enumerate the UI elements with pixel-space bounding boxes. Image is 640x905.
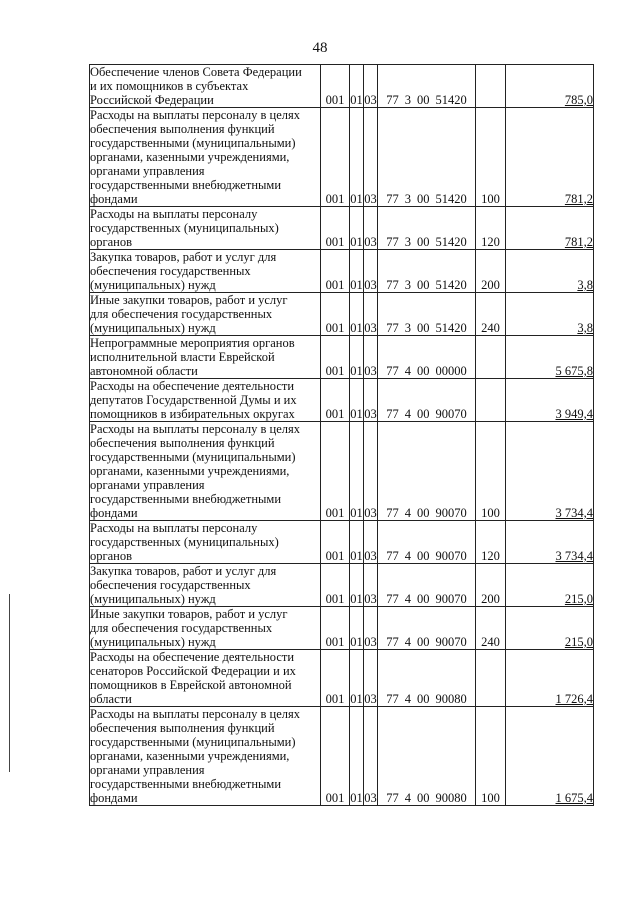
- row-name-line: органами, казенными учреждениями,: [90, 150, 290, 164]
- code-vr: 240: [476, 293, 506, 336]
- amount: 215,0: [564, 592, 593, 606]
- row-name-line: обеспечения выполнения функций: [90, 436, 275, 450]
- code-target-article: [378, 250, 476, 293]
- code-target-part: 4: [404, 692, 411, 706]
- row-name-line: государственными внебюджетными: [90, 777, 282, 791]
- code-pr: 03: [364, 207, 378, 250]
- amount: 3 734,4: [555, 506, 593, 520]
- row-name-line: органами управления: [90, 164, 205, 178]
- row-name-line: Закупка товаров, работ и услуг для: [90, 250, 277, 264]
- row-name-line: Российской Федерации: [90, 93, 214, 107]
- row-name: [90, 607, 321, 650]
- code-target-part: 00: [417, 93, 430, 107]
- row-name-line: Расходы на выплаты персоналу: [90, 207, 258, 221]
- row-name-line: Расходы на выплаты персоналу: [90, 521, 258, 535]
- amount: 215,0: [564, 635, 593, 649]
- code-target-article: [378, 521, 476, 564]
- code-target-part: 77: [386, 635, 399, 649]
- amount: 781,2: [564, 235, 593, 249]
- amount-cell: [506, 336, 594, 379]
- code-vr: 200: [476, 250, 506, 293]
- code-ved: 001: [321, 707, 350, 806]
- code-ved: 001: [321, 607, 350, 650]
- code-target-article: [378, 650, 476, 707]
- row-name-line: органами управления: [90, 478, 205, 492]
- row-name-line: и их помощников в субъектах: [90, 79, 249, 93]
- row-name-line: Расходы на обеспечение деятельности: [90, 650, 295, 664]
- code-target-part: 77: [386, 549, 399, 563]
- code-ved: 001: [321, 108, 350, 207]
- code-pr: 03: [364, 422, 378, 521]
- code-rz: 01: [350, 336, 364, 379]
- code-target-part: 77: [386, 364, 399, 378]
- code-rz: 01: [350, 607, 364, 650]
- row-name-line: Иные закупки товаров, работ и услуг: [90, 607, 288, 621]
- code-target-part: 4: [404, 364, 411, 378]
- code-target-part: 00: [417, 592, 430, 606]
- code-rz: 01: [350, 293, 364, 336]
- row-name-line: сенаторов Российской Федерации и их: [90, 664, 296, 678]
- row-name-line: государственными внебюджетными: [90, 492, 282, 506]
- code-target-part: 3: [404, 235, 411, 249]
- code-target-article: [378, 379, 476, 422]
- code-target-part: 51420: [435, 93, 467, 107]
- code-vr: 240: [476, 607, 506, 650]
- code-ved: 001: [321, 336, 350, 379]
- amount-cell: [506, 564, 594, 607]
- code-ved: 001: [321, 250, 350, 293]
- code-target-article: [378, 707, 476, 806]
- row-name-line: органов: [90, 235, 133, 249]
- code-target-part: 77: [386, 407, 399, 421]
- code-target-part: 3: [404, 93, 411, 107]
- code-vr: 120: [476, 207, 506, 250]
- budget-table: [89, 64, 594, 806]
- code-vr: [476, 336, 506, 379]
- row-name: [90, 650, 321, 707]
- table-row: [90, 108, 594, 207]
- code-pr: 03: [364, 521, 378, 564]
- code-target-part: 77: [386, 235, 399, 249]
- code-vr: 100: [476, 707, 506, 806]
- code-target-part: 51420: [435, 321, 467, 335]
- code-target-part: 90070: [435, 592, 467, 606]
- code-pr: 03: [364, 707, 378, 806]
- amount: 1 726,4: [555, 692, 593, 706]
- amount-cell: [506, 293, 594, 336]
- code-pr: 03: [364, 564, 378, 607]
- code-target-part: 00000: [435, 364, 467, 378]
- table-body: [90, 65, 594, 806]
- code-vr: 200: [476, 564, 506, 607]
- row-name: [90, 379, 321, 422]
- code-rz: 01: [350, 707, 364, 806]
- code-target-part: 4: [404, 549, 411, 563]
- code-vr: [476, 65, 506, 108]
- amount: 3,8: [577, 278, 593, 292]
- margin-line: [9, 594, 10, 772]
- code-target-part: 90070: [435, 407, 467, 421]
- amount-cell: [506, 422, 594, 521]
- code-rz: 01: [350, 379, 364, 422]
- row-name-line: (муниципальных) нужд: [90, 635, 216, 649]
- amount: 3 734,4: [555, 549, 593, 563]
- code-target-article: [378, 108, 476, 207]
- row-name-line: органами управления: [90, 763, 205, 777]
- code-ved: 001: [321, 65, 350, 108]
- row-name: [90, 422, 321, 521]
- code-target-part: 4: [404, 635, 411, 649]
- amount: 5 675,8: [555, 364, 593, 378]
- row-name: [90, 564, 321, 607]
- code-ved: 001: [321, 521, 350, 564]
- table-row: [90, 650, 594, 707]
- code-target-article: [378, 422, 476, 521]
- amount-cell: [506, 650, 594, 707]
- code-pr: 03: [364, 607, 378, 650]
- code-target-part: 51420: [435, 192, 467, 206]
- row-name-line: обеспечения государственных: [90, 264, 251, 278]
- amount-cell: [506, 207, 594, 250]
- row-name-line: для обеспечения государственных: [90, 621, 273, 635]
- row-name-line: исполнительной власти Еврейской: [90, 350, 275, 364]
- code-target-part: 00: [417, 364, 430, 378]
- code-vr: [476, 379, 506, 422]
- code-ved: 001: [321, 207, 350, 250]
- row-name-line: государственными (муниципальными): [90, 735, 296, 749]
- code-target-part: 00: [417, 549, 430, 563]
- code-rz: 01: [350, 422, 364, 521]
- table-row: [90, 422, 594, 521]
- code-ved: 001: [321, 293, 350, 336]
- code-pr: 03: [364, 250, 378, 293]
- row-name-line: обеспечения выполнения функций: [90, 721, 275, 735]
- code-target-part: 00: [417, 407, 430, 421]
- row-name-line: обеспечения государственных: [90, 578, 251, 592]
- code-rz: 01: [350, 207, 364, 250]
- code-target-article: [378, 207, 476, 250]
- row-name: [90, 207, 321, 250]
- amount-cell: [506, 707, 594, 806]
- row-name-line: Расходы на выплаты персоналу в целях: [90, 422, 300, 436]
- row-name-line: фондами: [90, 192, 138, 206]
- code-vr: [476, 650, 506, 707]
- amount-cell: [506, 607, 594, 650]
- code-pr: 03: [364, 379, 378, 422]
- code-rz: 01: [350, 564, 364, 607]
- table-row: [90, 207, 594, 250]
- row-name-line: Расходы на обеспечение деятельности: [90, 379, 295, 393]
- table-row: [90, 564, 594, 607]
- code-target-part: 00: [417, 635, 430, 649]
- code-ved: 001: [321, 422, 350, 521]
- code-target-part: 90070: [435, 506, 467, 520]
- code-target-part: 4: [404, 407, 411, 421]
- row-name-line: депутатов Государственной Думы и их: [90, 393, 297, 407]
- code-pr: 03: [364, 336, 378, 379]
- row-name-line: государственными (муниципальными): [90, 136, 296, 150]
- row-name-line: для обеспечения государственных: [90, 307, 273, 321]
- code-target-part: 77: [386, 592, 399, 606]
- amount: 781,2: [564, 192, 593, 206]
- amount: 785,0: [564, 93, 593, 107]
- code-pr: 03: [364, 65, 378, 108]
- code-target-part: 3: [404, 321, 411, 335]
- code-vr: 100: [476, 422, 506, 521]
- row-name-line: помощников в Еврейской автономной: [90, 678, 292, 692]
- amount-cell: [506, 521, 594, 564]
- code-target-part: 00: [417, 235, 430, 249]
- row-name-line: Расходы на выплаты персоналу в целях: [90, 707, 300, 721]
- code-target-article: [378, 65, 476, 108]
- amount: 1 675,4: [555, 791, 593, 805]
- row-name-line: обеспечения выполнения функций: [90, 122, 275, 136]
- row-name: [90, 108, 321, 207]
- code-rz: 01: [350, 521, 364, 564]
- row-name-line: Обеспечение членов Совета Федерации: [90, 65, 302, 79]
- code-target-article: [378, 564, 476, 607]
- row-name-line: автономной области: [90, 364, 198, 378]
- code-ved: 001: [321, 650, 350, 707]
- row-name-line: Непрограммные мероприятия органов: [90, 336, 295, 350]
- row-name-line: органами, казенными учреждениями,: [90, 464, 290, 478]
- table-row: [90, 65, 594, 108]
- row-name-line: области: [90, 692, 132, 706]
- amount-cell: [506, 250, 594, 293]
- row-name: [90, 521, 321, 564]
- amount-cell: [506, 108, 594, 207]
- table-row: [90, 250, 594, 293]
- code-target-part: 90070: [435, 549, 467, 563]
- code-target-part: 77: [386, 506, 399, 520]
- table-row: [90, 336, 594, 379]
- code-target-part: 77: [386, 192, 399, 206]
- code-pr: 03: [364, 650, 378, 707]
- amount: 3,8: [577, 321, 593, 335]
- code-target-part: 4: [404, 791, 411, 805]
- code-rz: 01: [350, 250, 364, 293]
- code-pr: 03: [364, 293, 378, 336]
- row-name-line: фондами: [90, 791, 138, 805]
- code-ved: 001: [321, 564, 350, 607]
- code-target-part: 4: [404, 506, 411, 520]
- amount: 3 949,4: [555, 407, 593, 421]
- code-target-part: 90080: [435, 791, 467, 805]
- row-name-line: Закупка товаров, работ и услуг для: [90, 564, 277, 578]
- row-name-line: (муниципальных) нужд: [90, 321, 216, 335]
- code-target-part: 3: [404, 192, 411, 206]
- code-rz: 01: [350, 650, 364, 707]
- code-target-part: 90080: [435, 692, 467, 706]
- table-row: [90, 293, 594, 336]
- table-row: [90, 379, 594, 422]
- row-name-line: (муниципальных) нужд: [90, 278, 216, 292]
- row-name-line: помощников в избирательных округах: [90, 407, 295, 421]
- row-name-line: государственных (муниципальных): [90, 535, 279, 549]
- row-name-line: фондами: [90, 506, 138, 520]
- row-name: [90, 293, 321, 336]
- code-target-article: [378, 607, 476, 650]
- row-name-line: (муниципальных) нужд: [90, 592, 216, 606]
- code-vr: 100: [476, 108, 506, 207]
- code-target-part: 77: [386, 278, 399, 292]
- code-target-article: [378, 336, 476, 379]
- page-number: 48: [312, 40, 328, 56]
- code-target-part: 51420: [435, 278, 467, 292]
- row-name-line: органов: [90, 549, 133, 563]
- table-row: [90, 707, 594, 806]
- code-ved: 001: [321, 379, 350, 422]
- table-row: [90, 521, 594, 564]
- code-target-part: 3: [404, 278, 411, 292]
- code-rz: 01: [350, 108, 364, 207]
- code-target-part: 51420: [435, 235, 467, 249]
- code-rz: 01: [350, 65, 364, 108]
- code-target-part: 77: [386, 321, 399, 335]
- amount-cell: [506, 65, 594, 108]
- code-target-part: 77: [386, 692, 399, 706]
- amount-cell: [506, 379, 594, 422]
- row-name: [90, 250, 321, 293]
- row-name-line: государственными внебюджетными: [90, 178, 282, 192]
- code-target-article: [378, 293, 476, 336]
- code-target-part: 00: [417, 321, 430, 335]
- code-target-part: 77: [386, 791, 399, 805]
- code-target-part: 00: [417, 278, 430, 292]
- code-target-part: 00: [417, 692, 430, 706]
- table-row: [90, 607, 594, 650]
- row-name-line: Иные закупки товаров, работ и услуг: [90, 293, 288, 307]
- row-name: [90, 336, 321, 379]
- code-target-part: 4: [404, 592, 411, 606]
- row-name-line: государственными (муниципальными): [90, 450, 296, 464]
- code-target-part: 00: [417, 192, 430, 206]
- code-vr: 120: [476, 521, 506, 564]
- row-name-line: Расходы на выплаты персоналу в целях: [90, 108, 300, 122]
- code-target-part: 00: [417, 791, 430, 805]
- row-name-line: государственных (муниципальных): [90, 221, 279, 235]
- row-name-line: органами, казенными учреждениями,: [90, 749, 290, 763]
- row-name: [90, 65, 321, 108]
- code-target-part: 77: [386, 93, 399, 107]
- row-name: [90, 707, 321, 806]
- code-pr: 03: [364, 108, 378, 207]
- code-target-part: 90070: [435, 635, 467, 649]
- code-target-part: 00: [417, 506, 430, 520]
